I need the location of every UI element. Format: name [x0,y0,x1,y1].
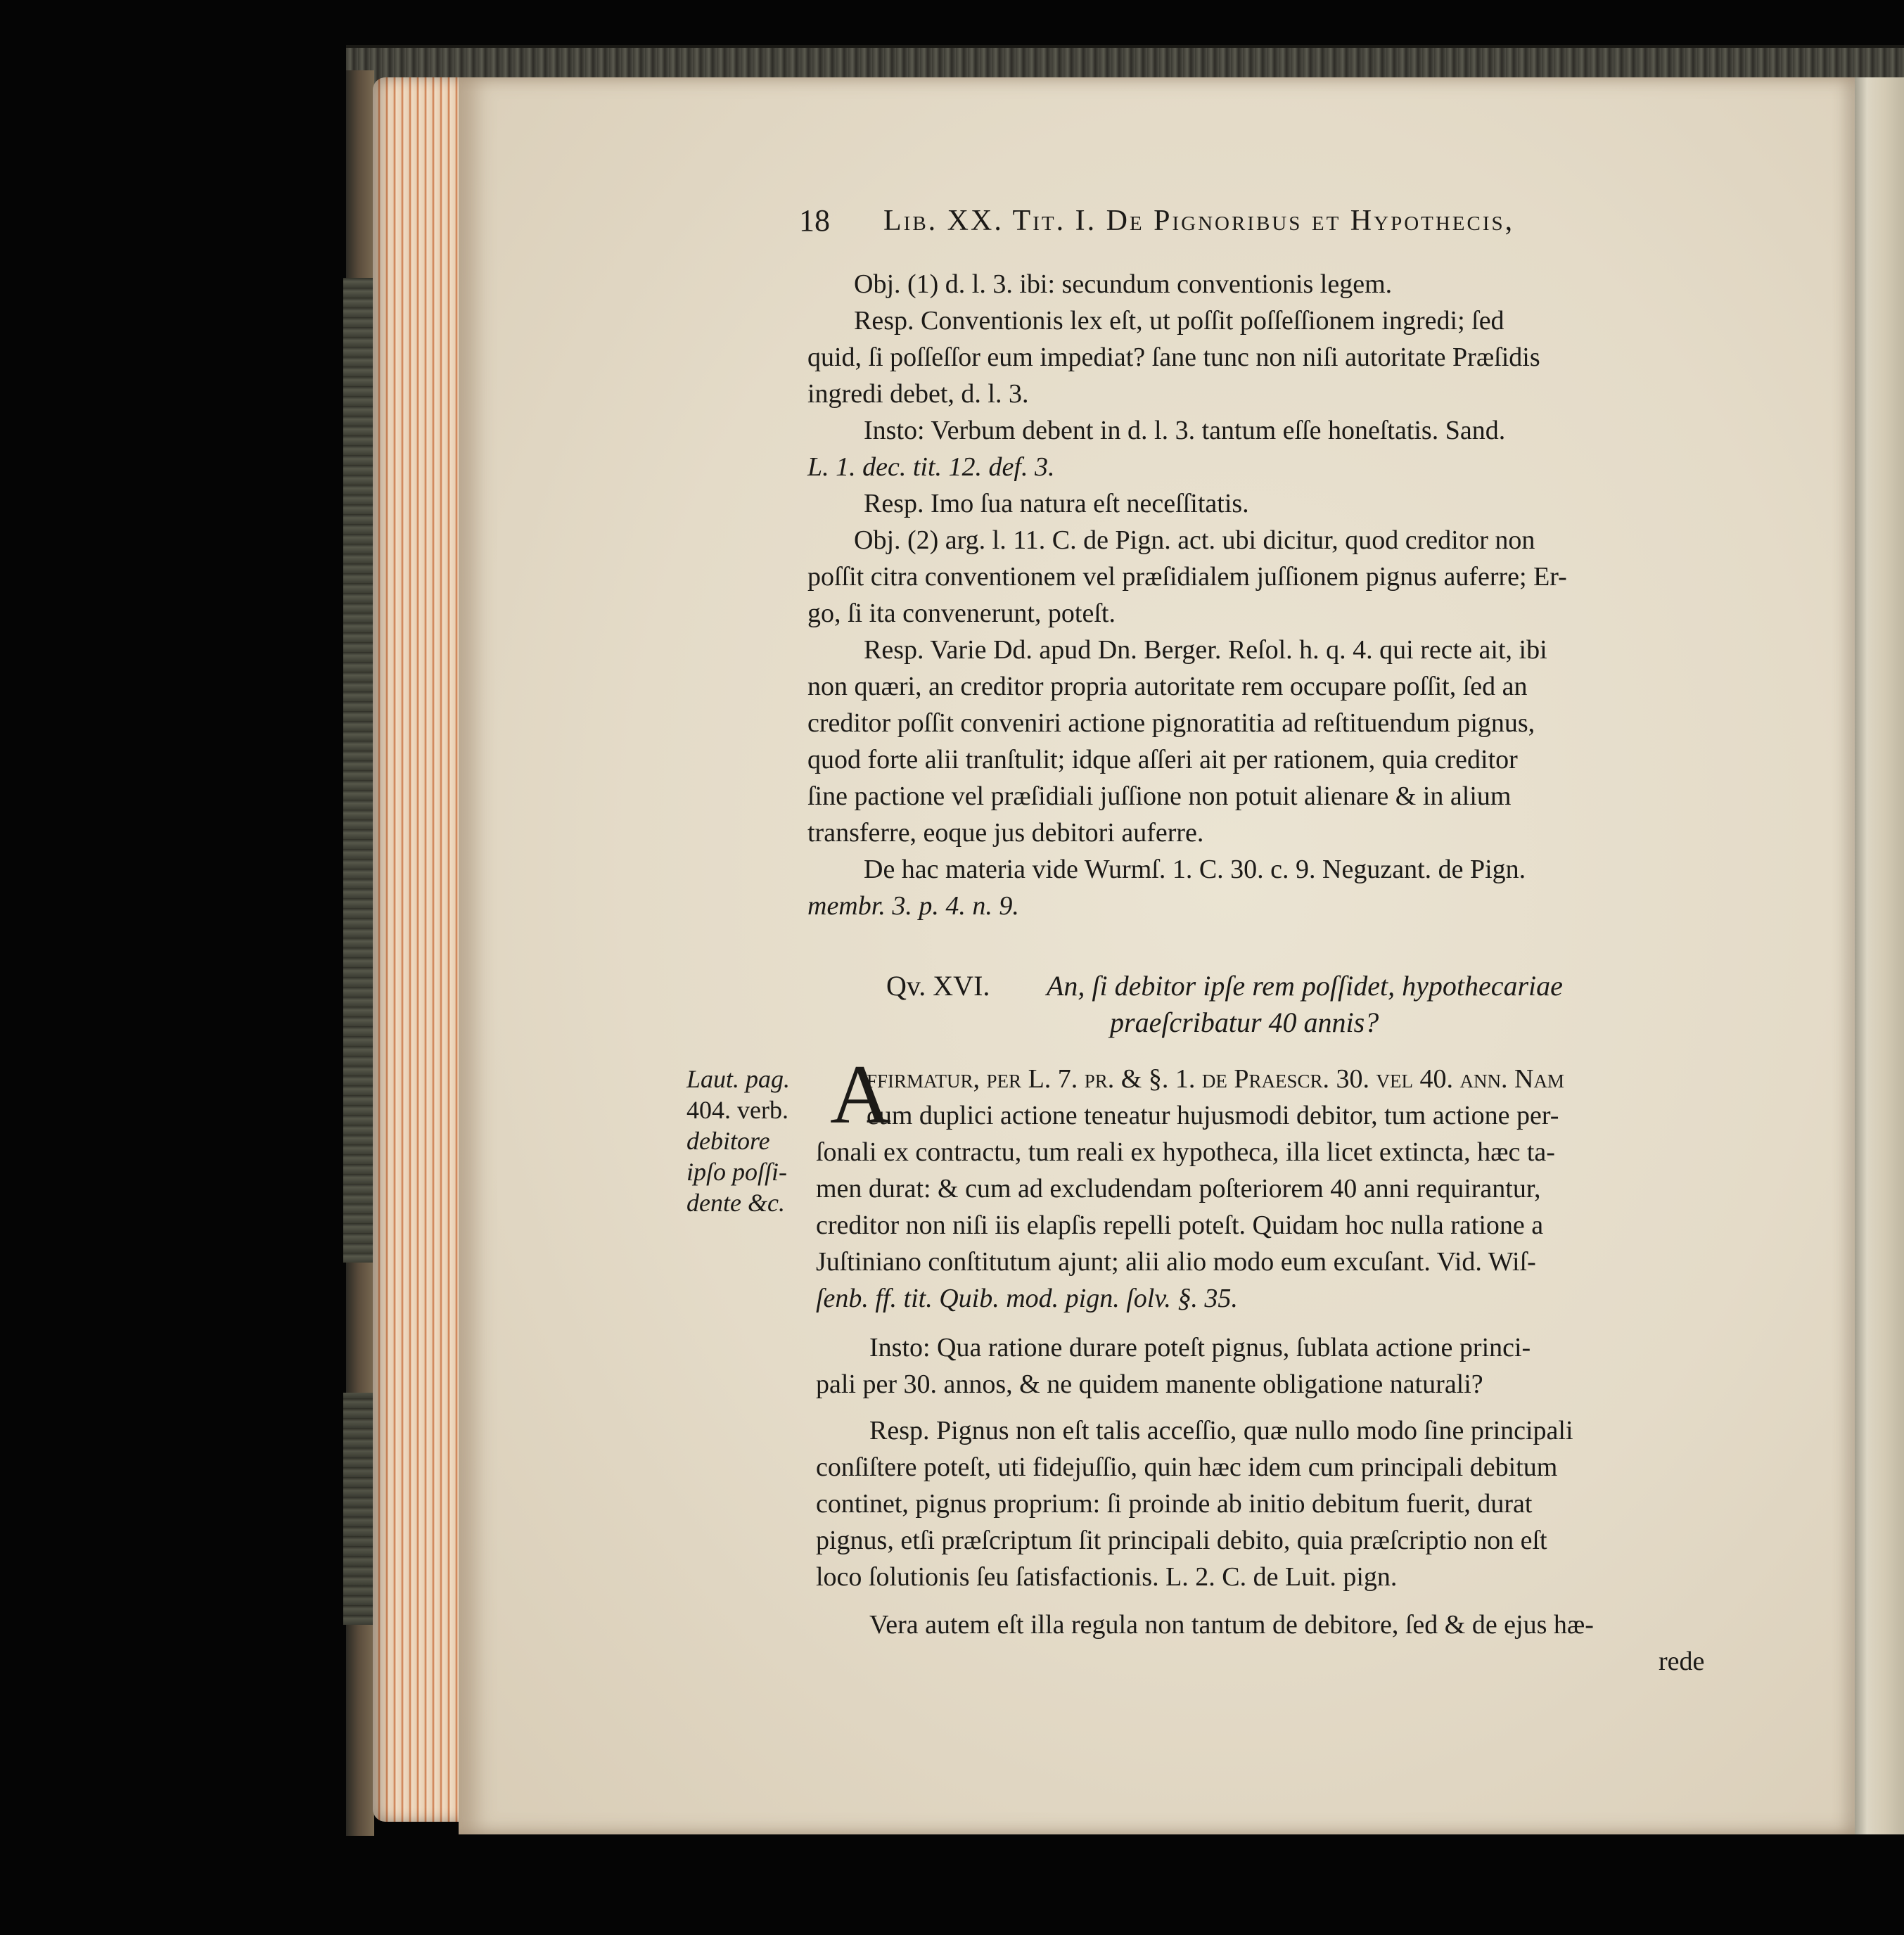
insto-line: Insto: Qua ratione durare poteſt pignus, ſublata actione princi- [869,1333,1531,1362]
resp-line: continet, pignus proprium: ſi proinde ab initio debitum fuerit, durat [816,1489,1533,1519]
resp-line: conſiſtere poteſt, uti fidejuſſio, quin hæc idem cum principali debitum [816,1452,1558,1482]
resp-line: loco ſolutionis ſeu ſatisfactionis. L. 2. C. de Luit. pign. [816,1562,1398,1592]
answer-line: men durat: & cum ad excludendam poſteriorem 40 anni requirantur, [816,1174,1541,1203]
question-number: Qv. XVI. [886,970,990,1002]
margin-note-line: 404. verb. [686,1096,788,1124]
facing-page-edge [1855,77,1904,1834]
answer-line: ffirmatur, per L. 7. pr. & §. 1. de Praeſcr. 30. vel 40. ann. Nam [867,1064,1564,1094]
question-line-1: An, ſi debitor ipſe rem poſſidet, hypothecariae [1047,970,1563,1002]
body-line: Insto: Verbum debent in d. l. 3. tantum eſſe honeſtatis. Sand. [864,416,1506,445]
body-line: non quæri, an creditor propria autoritate rem occupare poſſit, ſed an [807,672,1528,701]
margin-note-line: debitore [686,1127,770,1155]
page-number: 18 [799,203,830,238]
catchword: rede [1659,1647,1705,1676]
body-line: ingredi debet, d. l. 3. [807,379,1029,409]
spine-marbled-band-lower [343,1393,374,1625]
answer-line: ſenb. ff. tit. Quib. mod. pign. ſolv. §. 35. [816,1284,1238,1313]
spine-marbled-band [343,278,374,1263]
body-line: Resp. Imo ſua natura eſt neceſſitatis. [864,489,1249,518]
margin-note-line: Laut. pag. [686,1065,791,1093]
margin-note-line: ipſo poſſi- [686,1158,787,1186]
body-line: De hac materia vide Wurmſ. 1. C. 30. c. 9. Neguzant. de Pign. [864,855,1526,884]
answer-line: ſonali ex contractu, tum reali ex hypotheca, illa licet extincta, hæc ta- [816,1137,1555,1167]
insto-line: pali per 30. annos, & ne quidem manente obligatione naturali? [816,1369,1483,1399]
body-line: membr. 3. p. 4. n. 9. [807,891,1019,921]
body-line: quid, ſi poſſeſſor eum impediat? ſane tunc non niſi autoritate Præſidis [807,343,1540,372]
last-paragraph-line: Vera autem eſt illa regula non tantum de debitore, ſed & de ejus hæ- [869,1610,1594,1640]
body-line: Obj. (2) arg. l. 11. C. de Pign. act. ubi dicitur, quod creditor non [854,525,1535,555]
body-line: Resp. Varie Dd. apud Dn. Berger. Reſol. h. q. 4. qui recte ait, ibi [864,635,1547,665]
body-line: Resp. Conventionis lex eſt, ut poſſit poſſeſſionem ingredi; ſed [854,306,1504,336]
body-line: L. 1. dec. tit. 12. def. 3. [807,452,1055,482]
body-line: ſine pactione vel præſidiali juſſione non potuit alienare & in alium [807,781,1512,811]
margin-note-line: dente &c. [686,1189,785,1217]
body-line: poſſit citra conventionem vel præſidialem juſſionem pignus auferre; Er- [807,562,1567,592]
answer-line: Juſtiniano conſtitutum ajunt; alii alio modo eum excuſant. Vid. Wiſ- [816,1247,1536,1277]
running-title: Lib. XX. Tit. I. De Pignoribus et Hypothecis, [883,205,1515,237]
body-line: transferre, eoque jus debitori auferre. [807,818,1204,848]
answer-line: creditor non niſi iis elapſis repelli poteſt. Quidam hoc nulla ratione a [816,1211,1544,1240]
resp-line: Resp. Pignus non eſt talis acceſſio, quæ nullo modo ſine principali [869,1416,1573,1445]
body-line: creditor poſſit conveniri actione pignoratitia ad reſtituendum pignus, [807,708,1535,738]
answer-line: cum duplici actione teneatur hujusmodi debitor, tum actione per- [867,1101,1559,1130]
drop-cap: A [830,1047,891,1141]
question-line-2: praeſcribatur 40 annis? [1110,1007,1379,1038]
page-edge-stack [373,77,464,1822]
resp-line: pignus, etſi præſcriptum ſit principali debito, quia præſcriptio non eſt [816,1526,1547,1555]
body-line: Obj. (1) d. l. 3. ibi: secundum conventionis legem. [854,269,1393,299]
body-line: go, ſi ita convenerunt, poteſt. [807,599,1116,628]
body-line: quod forte alii tranſtulit; idque aſſeri ait per rationem, quia creditor [807,745,1518,774]
